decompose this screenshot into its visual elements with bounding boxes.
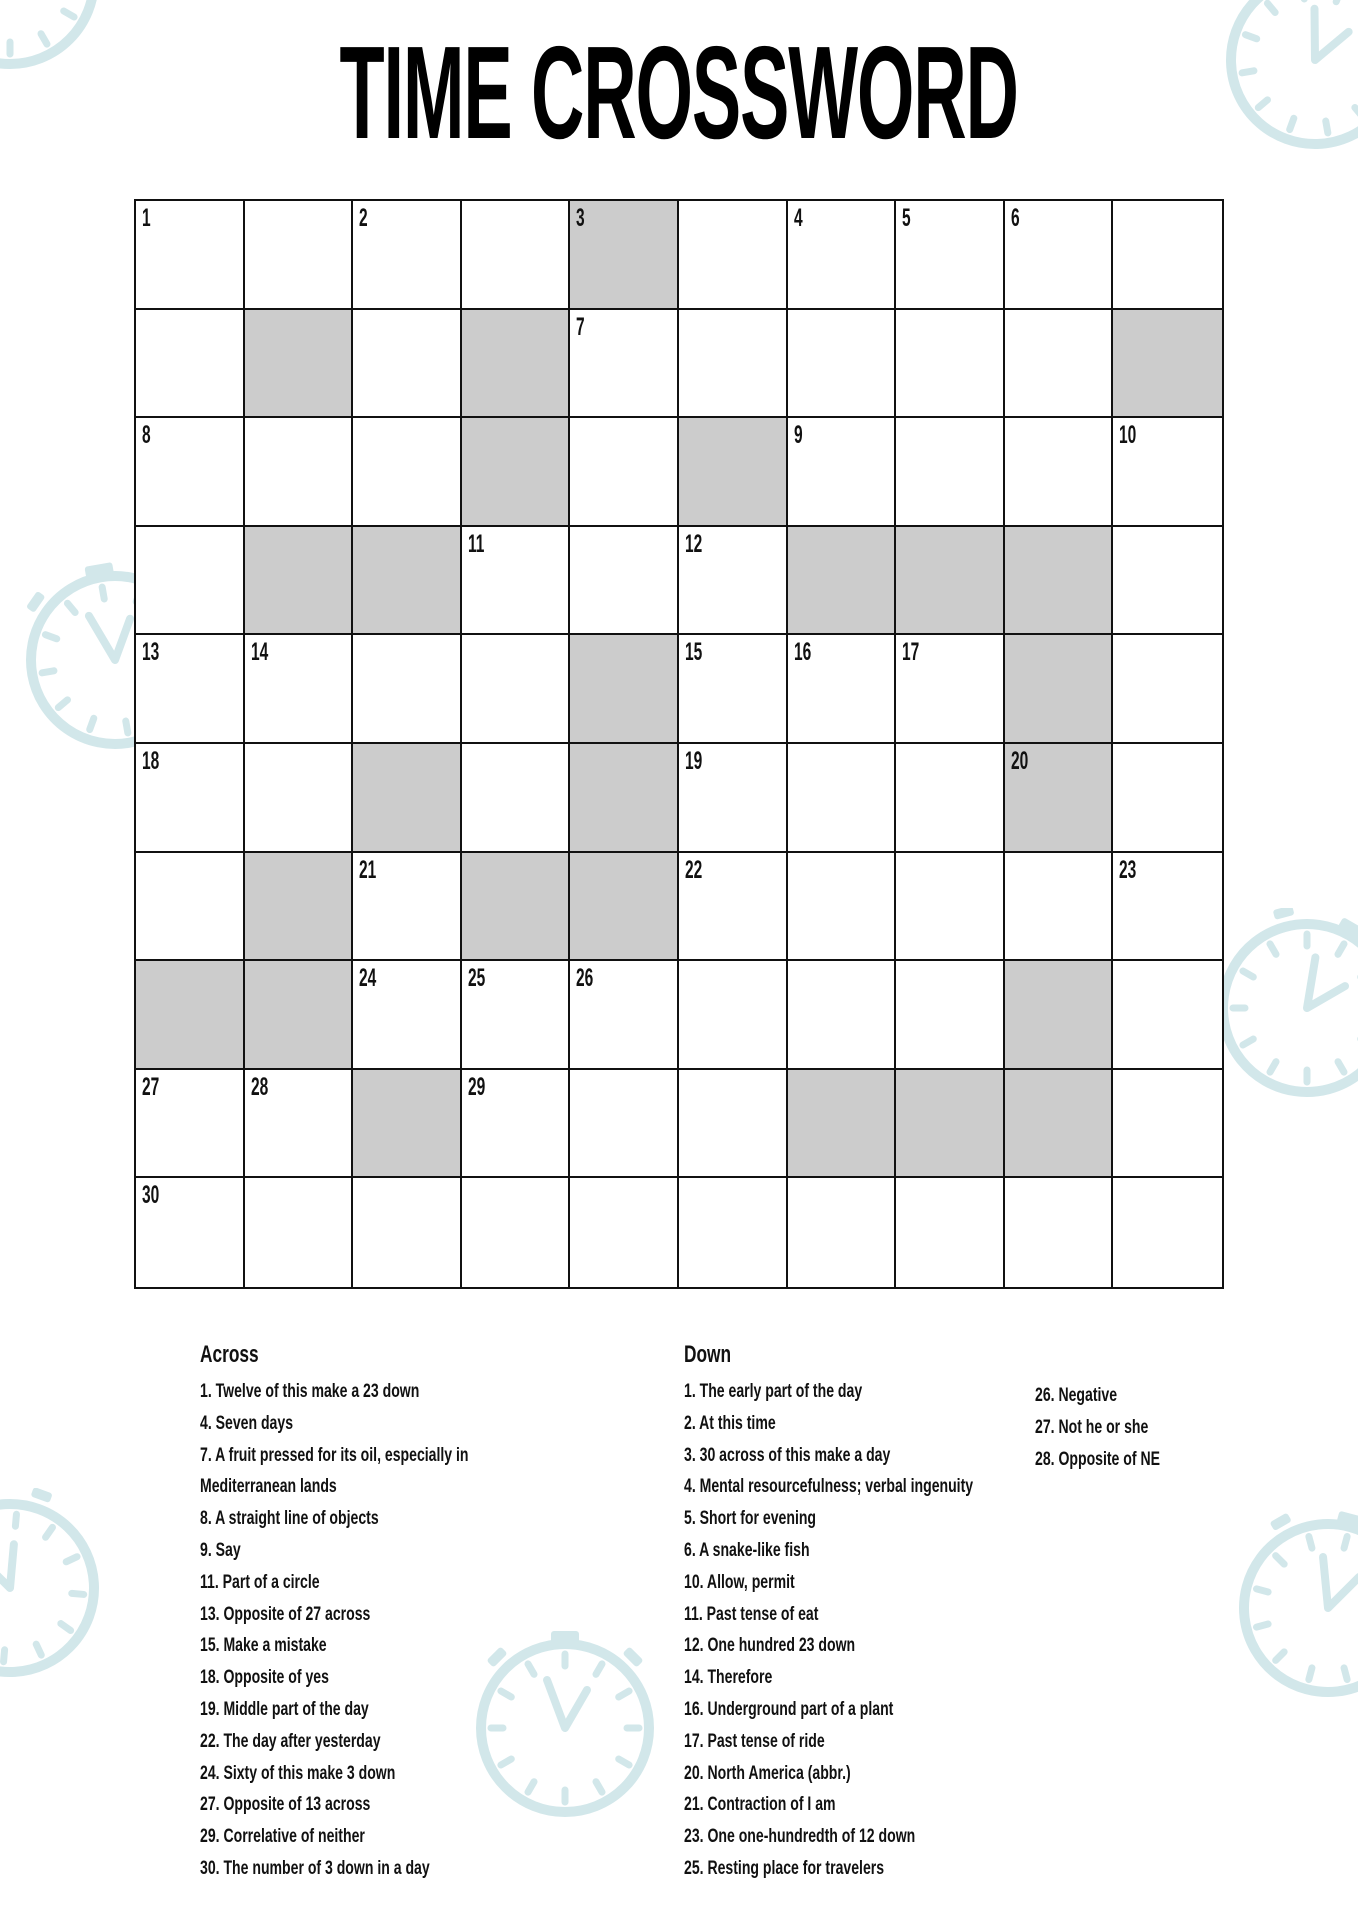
clue-number: 2 [359,204,368,232]
clue-item: 1. Twelve of this make a 23 down [200,1381,420,1402]
clue-number: 18 [142,746,160,775]
clue-item: 7. A fruit pressed for its oil, especially in [200,1444,469,1466]
blocked-cell [788,1070,897,1179]
grid-cell[interactable] [570,1178,679,1287]
down-clues [684,1338,1075,1885]
blocked-cell [245,527,354,636]
grid-cell[interactable] [788,744,897,853]
across-clues [200,1338,563,1885]
clue-number: 16 [793,638,811,667]
clue-number: 13 [142,638,160,667]
clue-number: 14 [250,638,268,667]
grid-cell[interactable] [570,961,679,1070]
grid-cell[interactable] [896,418,1005,527]
blocked-cell [570,853,679,962]
clue-item: 5. Short for evening [684,1508,817,1530]
clue-item: 24. Sixty of this make 3 down [200,1762,396,1784]
clue-number: 28 [250,1072,268,1101]
grid-cell[interactable] [462,527,571,636]
clue-item: 27. Not he or she [1035,1416,1149,1438]
clue-item: 1. The early part of the day [684,1381,863,1402]
clue-number: 5 [902,204,911,232]
grid-cell[interactable] [1005,310,1114,419]
clue-number: 15 [684,638,703,667]
grid-cell[interactable] [1005,201,1114,310]
blocked-cell [1005,635,1114,744]
clue-number: 21 [359,855,377,884]
grid-cell[interactable] [896,961,1005,1070]
grid-cell[interactable] [1113,418,1222,527]
clue-item: 30. The number of 3 down in a day [200,1857,430,1879]
clue-item: 13. Opposite of 27 across [200,1603,371,1625]
grid-cell[interactable] [788,310,897,419]
down-heading: Down [684,1341,732,1368]
grid-cell[interactable] [1113,1070,1222,1179]
clue-number: 4 [793,204,803,232]
blocked-cell [896,527,1005,636]
clue-item: 20. North America (abbr.) [684,1762,851,1784]
clue-number: 12 [684,529,703,558]
blocked-cell [353,1070,462,1179]
grid-cell[interactable] [353,201,462,310]
grid-cell[interactable] [679,310,788,419]
blocked-cell [462,310,571,419]
grid-cell[interactable] [1113,853,1222,962]
clue-number: 22 [684,855,703,884]
blocked-cell [245,310,354,419]
grid-cell[interactable] [136,527,245,636]
across-heading: Across [200,1341,259,1368]
clue-number: 26 [576,964,594,993]
clue-item: 28. Opposite of NE [1035,1448,1161,1470]
clue-number: 29 [467,1072,486,1101]
grid-cell[interactable] [245,418,354,527]
grid-cell[interactable] [136,1178,245,1287]
blocked-cell [570,201,679,310]
blocked-cell [245,853,354,962]
grid-cell[interactable] [679,527,788,636]
grid-cell[interactable] [353,853,462,962]
clue-item: 23. One one-hundredth of 12 down [684,1826,916,1848]
grid-cell[interactable] [245,201,354,310]
grid-cell[interactable] [679,1178,788,1287]
clue-number: 24 [359,964,377,993]
grid-cell[interactable] [245,744,354,853]
grid-cell[interactable] [462,961,571,1070]
grid-cell[interactable] [136,201,245,310]
clue-item: 15. Make a mistake [200,1635,327,1657]
crossword-grid [134,199,1224,1289]
grid-cell[interactable] [1005,1178,1114,1287]
clue-item: Mediterranean lands [200,1476,337,1498]
grid-cell[interactable] [353,310,462,419]
clue-number: 11 [467,529,485,558]
blocked-cell [1005,1070,1114,1179]
grid-cell[interactable] [788,853,897,962]
clue-number: 23 [1119,855,1137,884]
grid-cell[interactable] [245,635,354,744]
grid-cell[interactable] [896,201,1005,310]
clue-item: 11. Part of a circle [200,1571,320,1593]
grid-cell[interactable] [896,853,1005,962]
blocked-cell [353,527,462,636]
grid-cell[interactable] [1113,961,1222,1070]
grid-cell[interactable] [679,744,788,853]
blocked-cell [1113,310,1222,419]
clue-item: 3. 30 across of this make a day [684,1444,891,1466]
clue-item: 19. Middle part of the day [200,1698,369,1720]
grid-cell[interactable] [353,635,462,744]
grid-cell[interactable] [136,744,245,853]
clue-item: 8. A straight line of objects [200,1508,379,1530]
clue-number: 19 [684,746,703,775]
down-clue-list-continued [1035,1380,1204,1475]
grid-cell[interactable] [896,635,1005,744]
grid-cell[interactable] [788,1178,897,1287]
grid-cell[interactable] [1113,1178,1222,1287]
stopwatch-icon [1207,908,1358,1108]
blocked-cell [570,744,679,853]
grid-cell[interactable] [136,418,245,527]
across-clue-list [200,1376,563,1885]
grid-cell[interactable] [1113,744,1222,853]
grid-cell[interactable] [462,744,571,853]
grid-cell[interactable] [788,201,897,310]
blocked-cell [896,1070,1005,1179]
grid-cell[interactable] [462,635,571,744]
blocked-cell [353,744,462,853]
grid-cell[interactable] [353,418,462,527]
clue-item: 16. Underground part of a plant [684,1698,894,1720]
clue-item: 6. A snake-like fish [684,1539,810,1561]
clue-item: 9. Say [200,1539,241,1561]
blocked-cell [679,418,788,527]
clue-number: 17 [902,638,920,667]
clue-item: 27. Opposite of 13 across [200,1794,371,1816]
grid-cell[interactable] [788,635,897,744]
grid-cell[interactable] [136,310,245,419]
clue-number: 27 [142,1072,160,1101]
grid-cell[interactable] [679,961,788,1070]
clue-item: 10. Allow, permit [684,1571,795,1593]
grid-cell[interactable] [570,418,679,527]
blocked-cell [245,961,354,1070]
clue-number: 7 [576,312,586,341]
clue-item: 2. At this time [684,1412,776,1434]
down-clues-continued [1035,1380,1204,1475]
clue-item: 4. Mental resourcefulness; verbal ingenuity [684,1476,974,1498]
clue-item: 22. The day after yesterday [200,1730,381,1752]
clue-number: 3 [576,204,586,232]
grid-cell[interactable] [462,201,571,310]
clue-item: 29. Correlative of neither [200,1826,365,1848]
page-title-text: TIME CROSSWORD [339,19,1019,166]
grid-cell[interactable] [896,1178,1005,1287]
clue-number: 8 [142,421,151,450]
clue-item: 18. Opposite of yes [200,1667,329,1689]
stopwatch-icon [1228,1508,1358,1708]
blocked-cell [462,418,571,527]
grid-cell[interactable] [679,201,788,310]
grid-cell[interactable] [353,1178,462,1287]
grid-cell[interactable] [1113,201,1222,310]
down-clue-list [684,1376,1075,1885]
clue-item: 4. Seven days [200,1412,294,1434]
grid-cell[interactable] [462,1178,571,1287]
grid-cell[interactable] [245,1178,354,1287]
page-title [0,19,1358,166]
grid-cell[interactable] [679,1070,788,1179]
grid-cell[interactable] [788,961,897,1070]
grid-cell[interactable] [896,744,1005,853]
grid-cell[interactable] [1113,527,1222,636]
clue-item: 17. Past tense of ride [684,1730,825,1752]
grid-cell[interactable] [896,310,1005,419]
clue-item: 11. Past tense of eat [684,1603,819,1625]
grid-cell[interactable] [570,1070,679,1179]
grid-cell[interactable] [788,418,897,527]
clue-number: 30 [142,1181,160,1210]
blocked-cell [462,853,571,962]
clue-item: 26. Negative [1035,1385,1118,1406]
clue-number: 1 [142,204,151,232]
blocked-cell [1005,961,1114,1070]
grid-cell[interactable] [353,961,462,1070]
grid-cell[interactable] [136,1070,245,1179]
blocked-cell [570,635,679,744]
clue-number: 10 [1119,421,1137,450]
grid-cell[interactable] [462,1070,571,1179]
grid-cell[interactable] [570,310,679,419]
clue-number: 25 [467,964,486,993]
blocked-cell [788,527,897,636]
blocked-cell [1005,527,1114,636]
clue-item: 12. One hundred 23 down [684,1635,856,1657]
grid-cell[interactable] [1005,418,1114,527]
clue-number: 9 [793,421,803,450]
grid-cell[interactable] [136,635,245,744]
clue-item: 14. Therefore [684,1667,773,1689]
clue-number: 20 [1010,746,1029,775]
clue-item: 21. Contraction of I am [684,1794,836,1816]
grid-cell[interactable] [679,853,788,962]
grid-cell[interactable] [1113,635,1222,744]
blocked-cell [1005,744,1114,853]
grid-cell[interactable] [570,527,679,636]
clue-number: 6 [1010,204,1020,232]
clue-item: 25. Resting place for travelers [684,1857,885,1879]
grid-cell[interactable] [679,635,788,744]
grid-cell[interactable] [245,1070,354,1179]
grid-cell[interactable] [136,853,245,962]
grid-cell[interactable] [1005,853,1114,962]
blocked-cell [136,961,245,1070]
stopwatch-icon [0,1488,110,1688]
